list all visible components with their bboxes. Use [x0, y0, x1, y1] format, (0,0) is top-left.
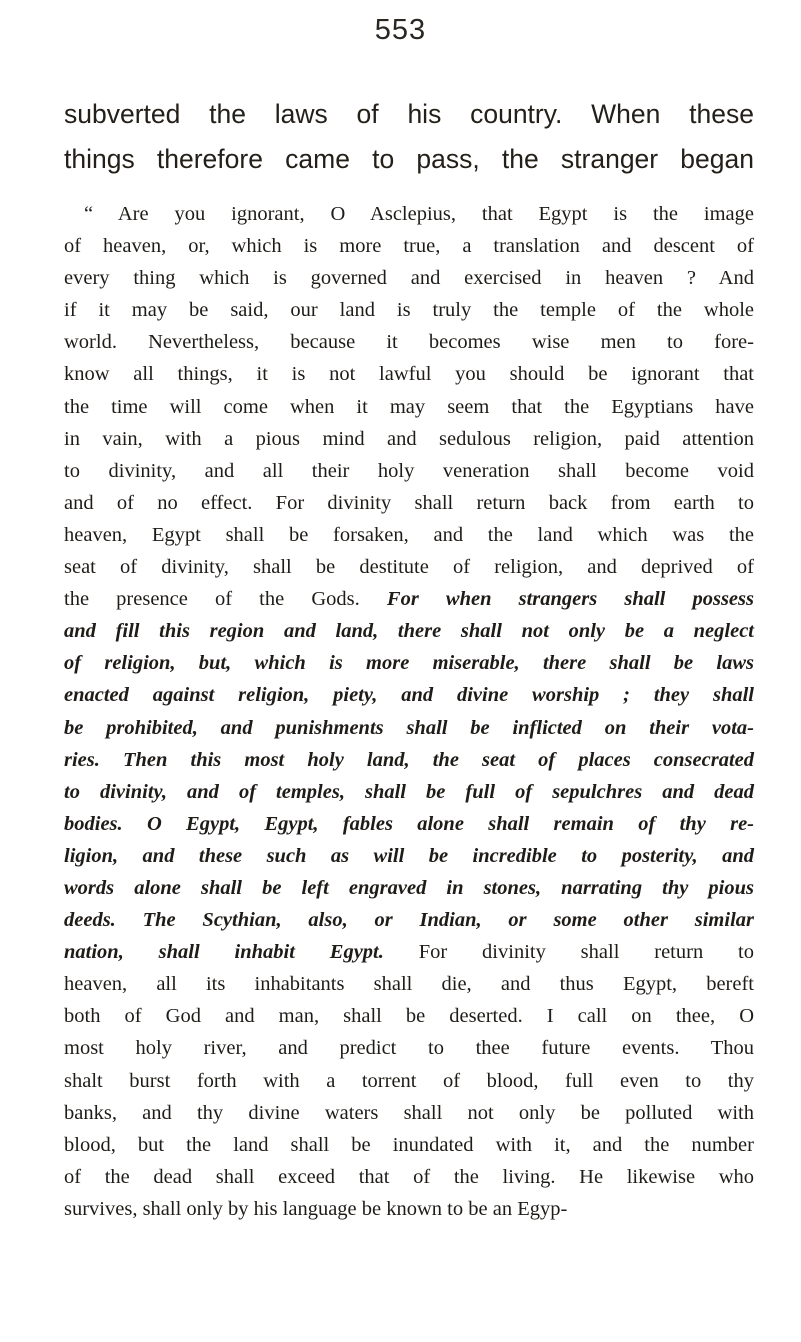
italic-text: deeds. The Scythian, also, or Indian, or some other similar [64, 909, 754, 932]
italic-text: of religion, but, which is more miserable, there shall be laws [64, 652, 754, 675]
text-run: the presence of the Gods. [64, 588, 387, 611]
quote-line [64, 872, 754, 904]
quote-line [64, 423, 754, 455]
italic-text: to divinity, and of temples, shall be full of sepulchres and dead [64, 780, 754, 803]
italic-text: ries. Then this most holy land, the seat of places consecrated [64, 748, 754, 771]
quote-line [64, 1129, 754, 1161]
italic-text: words alone shall be left engraved in stones, narrating thy pious [64, 876, 754, 899]
italic-text: enacted against religion, piety, and divine worship ; they shall [64, 684, 754, 707]
quote-line [64, 358, 754, 390]
italic-text: and fill this region and land, there shall not only be a neglect [64, 620, 754, 643]
text-run: if it may be said, our land is truly the temple of the whole [64, 299, 754, 322]
lead-line: subverted the laws of his country. When these [64, 99, 754, 129]
text-run: world. Nevertheless, because it becomes wise men to fore- [64, 331, 754, 354]
quote-line [64, 487, 754, 519]
quote-line [64, 904, 754, 936]
quote-line [64, 1032, 754, 1064]
text-run: seat of divinity, shall be destitute of religion, and deprived of [64, 556, 754, 579]
quote-line [64, 1193, 754, 1225]
quote-line [64, 1161, 754, 1193]
quote-line [64, 262, 754, 294]
text-run: know all things, it is not lawful you should be ignorant that [64, 363, 754, 386]
page-number: 553 [374, 14, 427, 46]
quote-line [64, 679, 754, 711]
lead-line: things therefore came to pass, the stranger began [64, 144, 754, 174]
text-run: in vain, with a pious mind and sedulous religion, paid attention [64, 427, 754, 450]
italic-text: be prohibited, and punishments shall be inflicted on their vota- [64, 716, 754, 739]
quote-line [64, 326, 754, 358]
quote-line [64, 583, 754, 615]
text-run: survives, shall only by his language be known to be an Egyp- [64, 1197, 568, 1220]
quote-line [64, 1065, 754, 1097]
quoted-passage [64, 198, 754, 1225]
text-run: to divinity, and all their holy veneration shall become void [64, 459, 754, 482]
quote-line [64, 744, 754, 776]
text-run: banks, and thy divine waters shall not only be polluted with [64, 1101, 754, 1124]
lead-paragraph [64, 92, 754, 182]
quote-line [64, 968, 754, 1000]
quote-line [64, 615, 754, 647]
text-run: both of God and man, shall be deserted. I call on thee, O [64, 1005, 754, 1028]
text-run: shalt burst forth with a torrent of blood, full even to thy [64, 1069, 754, 1092]
text-run: of the dead shall exceed that of the living. He likewise who [64, 1165, 754, 1188]
text-run: For divinity shall return to [383, 941, 754, 964]
text-run: every thing which is governed and exercised in heaven ? And [64, 267, 754, 290]
text-run: “ Are you ignorant, O Asclepius, that Egypt is the image [84, 203, 754, 225]
text-run: heaven, Egypt shall be forsaken, and the land which was the [64, 523, 754, 546]
text-run: of heaven, or, which is more true, a translation and descent of [64, 235, 754, 258]
text-run: and of no effect. For divinity shall return back from earth to [64, 491, 754, 514]
quote-line [64, 294, 754, 326]
text-run: the time will come when it may seem that the Egyptians have [64, 395, 754, 418]
quote-line [64, 198, 754, 230]
italic-text: bodies. O Egypt, Egypt, fables alone shall remain of thy re- [64, 812, 754, 835]
text-run: most holy river, and predict to thee future events. Thou [64, 1037, 754, 1060]
quote-line [64, 455, 754, 487]
text-run: blood, but the land shall be inundated with it, and the number [64, 1133, 754, 1156]
quote-line [64, 519, 754, 551]
quote-line [64, 776, 754, 808]
quote-line [64, 551, 754, 583]
quote-line [64, 1000, 754, 1032]
italic-text: nation, shall inhabit Egypt. [64, 941, 384, 964]
quote-line [64, 840, 754, 872]
quote-line [64, 647, 754, 679]
quote-line [64, 1097, 754, 1129]
quote-line [64, 712, 754, 744]
italic-text: For when strangers shall possess [386, 588, 754, 611]
quote-line [64, 391, 754, 423]
quote-line [64, 808, 754, 840]
text-run: heaven, all its inhabitants shall die, and thus Egypt, bereft [64, 973, 754, 996]
quote-line [64, 230, 754, 262]
italic-text: ligion, and these such as will be incredible to posterity, and [64, 844, 754, 867]
quote-line [64, 936, 754, 968]
